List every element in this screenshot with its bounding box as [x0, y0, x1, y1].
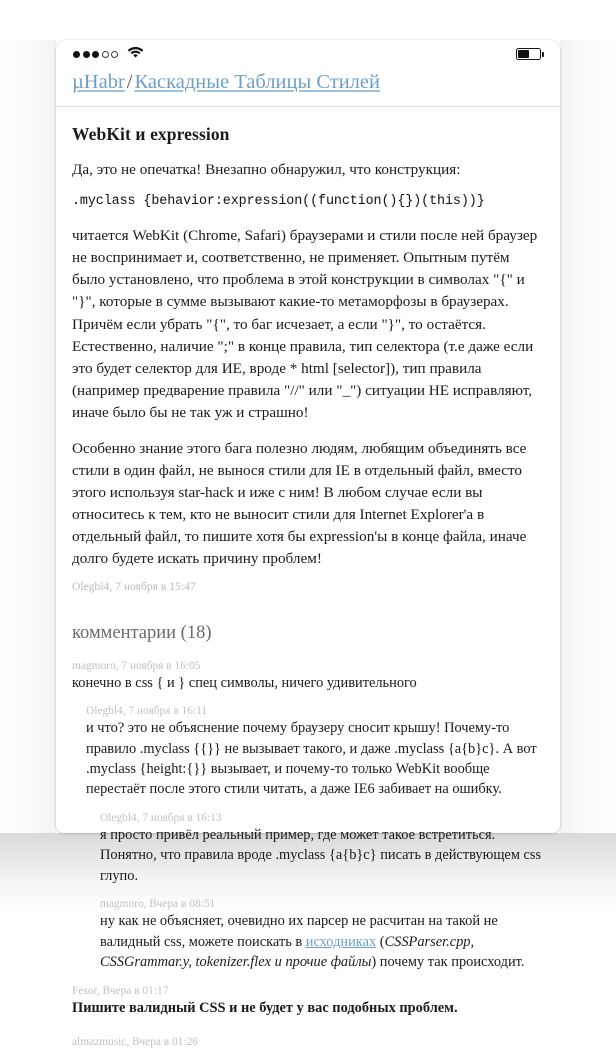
comment-file-list: CSSParser.cpp, CSSGrammar.y, tokenizer.flex и прочие файлы: [100, 933, 475, 971]
comment-source-link[interactable]: исходниках: [305, 933, 377, 950]
comment-body: и что? это не объяснение почему браузеру сносит крышу! Почему-то правило .myclass {{}} не вызывает такого, и даже .myclass {a{b}c}. А вот .myclass {height:{}} вызывает, и почему-то только WebKit вообще перестаёт после этого стили читать, а даже IE6 забивает на ошибку.: [86, 720, 537, 798]
comment-meta: Olegbl4, 7 ноября в 16:13: [100, 811, 222, 824]
comment-body: Пишите валидный CSS и не будет у вас подобных проблем.: [72, 999, 458, 1016]
code-snippet: .myclass {behavior:expression((function(){})(this))}: [72, 193, 485, 209]
breadcrumb-hub-link[interactable]: Каскадные Таблицы Стилей: [134, 71, 380, 93]
battery-icon: [516, 48, 541, 60]
comment-item[interactable]: [100, 812, 544, 886]
comment-text-part: ну как не объясняет, очевидно их парсер не расчитан на такой не валидный css, можете поискать в: [100, 913, 498, 950]
signal-dot-filled: [73, 51, 80, 58]
comment-text-part: (: [376, 933, 385, 950]
comment-meta: Fesor, Вчера в 01:17: [72, 984, 169, 997]
breadcrumb-separator: /: [126, 71, 133, 93]
comment-body: конечно в css { и } спец символы, ничего удивительного: [72, 674, 417, 691]
signal-strength-icon: [73, 51, 118, 58]
comment-item[interactable]: [72, 1036, 544, 1048]
comment-item[interactable]: [100, 898, 544, 972]
article-paragraph: читается WebKit (Chrome, Safari) браузерами и стили после ней браузер не воспринимает и, соответственно, не применяет. Опытным путём было установлено, что проблема в этой конструкции в символах "{" и "}", которые в сумме вызывают какие-то метаморфозы в браузерах. Причём если убрать "{", то баг исчезает, а если "}", то остаётся. Естественно, наличие ";" в конце правила, тип селектора (т.е даже если это будет селектор для ИЕ, вроде * html [selector]), тип правила (например предварение правила "//" или "_") ситуации НЕ исправляют, иначе было бы не так уж и страшно!: [72, 226, 538, 422]
site-header: [56, 68, 560, 107]
status-bar-left: [70, 45, 144, 63]
comment-item[interactable]: [86, 705, 544, 800]
comment-item[interactable]: [72, 660, 544, 693]
signal-dot-filled: [83, 51, 90, 58]
signal-dot-empty: [102, 51, 109, 58]
comment-text-part: ) почему так происходит.: [371, 954, 525, 971]
comment-meta: magmoro, 7 ноября в 16:05: [72, 659, 201, 672]
battery-fill: [518, 50, 528, 57]
signal-dot-empty: [111, 51, 118, 58]
comment-meta: Olegbl4, 7 ноября в 16:11: [86, 705, 208, 718]
status-bar: [56, 40, 560, 68]
comment-meta: almazmusic, Вчера в 01:26: [72, 1036, 198, 1048]
page-title: WebKit и expression: [72, 123, 230, 144]
reader-card: [56, 40, 560, 1048]
comment-item[interactable]: [72, 985, 544, 1018]
post-byline: Olegbl4, 7 ноября в 15:47: [72, 579, 196, 593]
breadcrumb-site-link[interactable]: µHabr: [72, 71, 125, 93]
signal-dot-filled: [92, 51, 99, 58]
comment-meta: magmoro, Вчера в 08:51: [100, 898, 216, 911]
comment-body: я просто привёл реальный пример, где может такое встретиться. Понятно, что правила вроде .myclass {a{b}c} писать в действующем css глупо.: [100, 826, 542, 884]
wifi-icon: [127, 45, 144, 63]
comment-body: [100, 911, 544, 972]
breadcrumb: [72, 70, 544, 96]
article-paragraph: Особенно знание этого бага полезно людям, любящим объединять все стили в один файл, не вынося стили для IE в отдельный файл, вместо этого используя star-hack и иже с ним! В любом случае если вы относитесь к тем, кто не выносит стили для Internet Explorer'a в отдельный файл, то пишите хотя бы expression'ы в конце файла, иначе долго будете искать причину проблем!: [72, 439, 527, 568]
comments-heading: комментарии (18): [72, 622, 212, 643]
page-shadow-right: [560, 40, 616, 833]
page-shadow-left: [0, 40, 56, 833]
article-paragraph: Да, это не опечатка! Внезапно обнаружил, что конструкция:: [72, 160, 461, 178]
article-content: [56, 124, 560, 1048]
